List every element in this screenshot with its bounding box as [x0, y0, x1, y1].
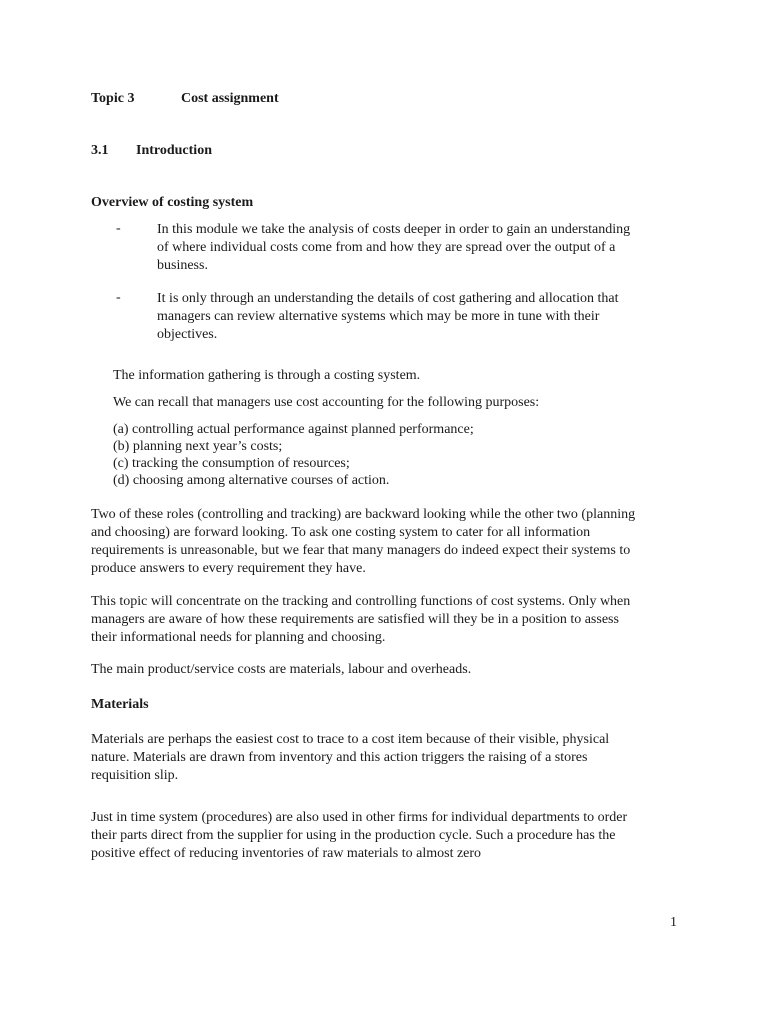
- purpose-item: (d) choosing among alternative courses of action.: [113, 473, 390, 488]
- text-line: This topic will concentrate on the tracking and controlling functions of cost systems. Only when: [91, 594, 631, 609]
- just-in-time-paragraph: [91, 809, 691, 863]
- purpose-item: (b) planning next year’s costs;: [113, 439, 283, 454]
- section-title: Introduction: [136, 143, 212, 158]
- text-line: and choosing) are forward looking. To ask one costing system to cater for all information: [91, 525, 591, 540]
- purpose-item: (c) tracking the consumption of resources;: [113, 456, 350, 471]
- materials-heading: Materials: [91, 697, 149, 712]
- text-line: produce answers to every requirement they have.: [91, 561, 366, 576]
- text-line: requirements is unreasonable, but we fear that many managers do indeed expect their systems to: [91, 543, 631, 558]
- overview-heading: Overview of costing system: [91, 195, 254, 210]
- materials-paragraph: [91, 731, 691, 785]
- text-line: of where individual costs come from and how they are spread over the output of a: [157, 240, 616, 255]
- purposes-list: [113, 421, 673, 489]
- text-line: Just in time system (procedures) are also used in other firms for individual departments to order: [91, 810, 628, 825]
- text-line: nature. Materials are drawn from inventory and this action triggers the raising of a stores: [91, 750, 588, 765]
- text-line: positive effect of reducing inventories of raw materials to almost zero: [91, 846, 482, 861]
- text-line: In this module we take the analysis of costs deeper in order to gain an understanding: [157, 222, 631, 237]
- page-number: 1: [670, 915, 677, 930]
- topic-focus-paragraph: [91, 593, 691, 647]
- text-line: managers can review alternative systems which may be more in tune with their: [157, 309, 600, 324]
- recall-line: We can recall that managers use cost accounting for the following purposes:: [113, 395, 540, 410]
- topic-label: Topic 3: [91, 91, 135, 106]
- text-line: objectives.: [157, 327, 218, 342]
- bullet-paragraph: [157, 221, 687, 275]
- text-line: Two of these roles (controlling and tracking) are backward looking while the other two (planning: [91, 507, 636, 522]
- text-line: It is only through an understanding the details of cost gathering and allocation that: [157, 291, 619, 306]
- info-gathering-line: The information gathering is through a costing system.: [113, 368, 421, 383]
- text-line: managers are aware of how these requirements are satisfied will they be in a position to assess: [91, 612, 619, 627]
- bullet-marker: -: [116, 290, 121, 305]
- roles-paragraph: [91, 506, 691, 578]
- bullet-paragraph: [157, 290, 687, 344]
- text-line: requisition slip.: [91, 768, 179, 783]
- text-line: their informational needs for planning and choosing.: [91, 630, 386, 645]
- section-number: 3.1: [91, 143, 109, 158]
- text-line: Materials are perhaps the easiest cost to trace to a cost item because of their visible, physical: [91, 732, 610, 747]
- purpose-item: (a) controlling actual performance against planned performance;: [113, 422, 474, 437]
- topic-title: Cost assignment: [181, 91, 279, 106]
- text-line: their parts direct from the supplier for using in the production cycle. Such a procedure has the: [91, 828, 616, 843]
- bullet-marker: -: [116, 221, 121, 236]
- main-costs-line: The main product/service costs are materials, labour and overheads.: [91, 662, 472, 677]
- text-line: business.: [157, 258, 208, 273]
